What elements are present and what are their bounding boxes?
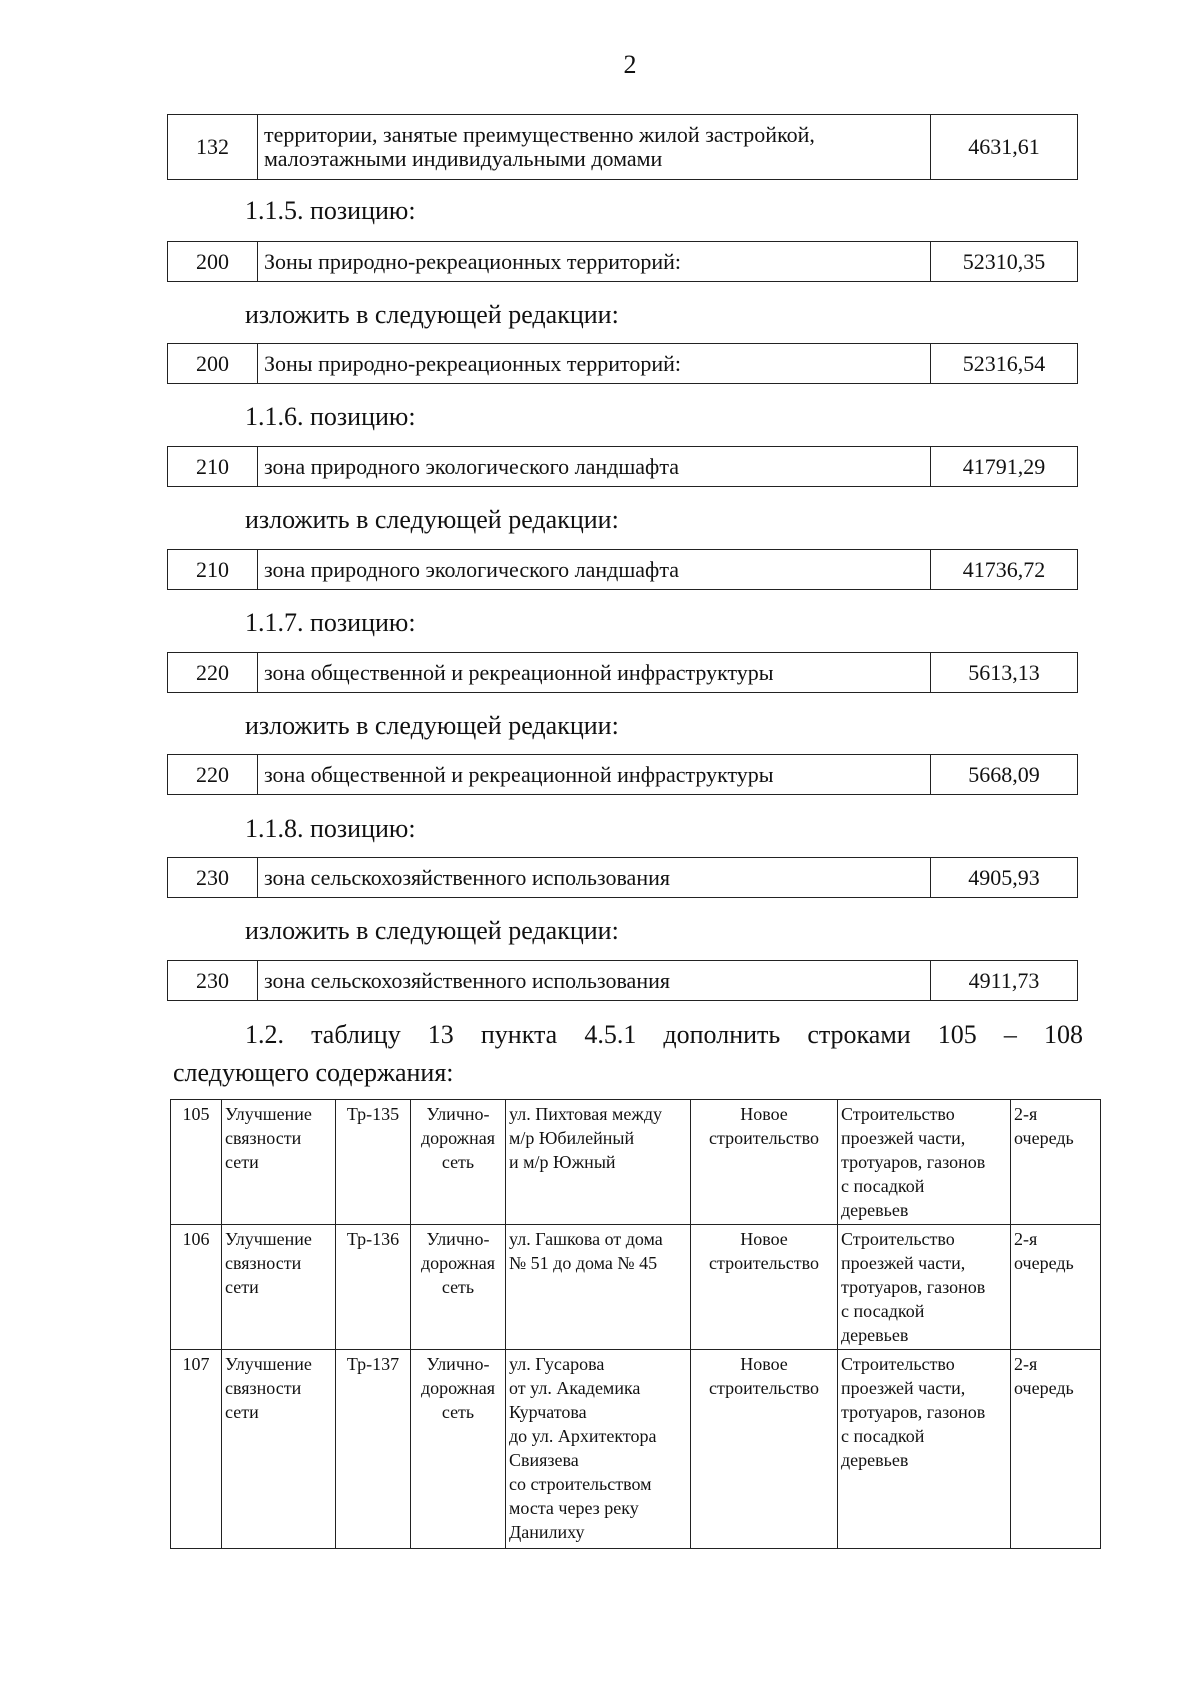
edit-heading: изложить в следующей редакции: (245, 300, 619, 329)
position-code: 210 (168, 447, 258, 487)
row-works: Строительство проезжей части, тротуаров, газонов с посадкой деревьев (838, 1100, 1011, 1225)
row-type: Улично- дорожная сеть (411, 1350, 506, 1549)
position-value: 52310,35 (931, 242, 1078, 282)
row-purpose: Улучшение связности сети (222, 1225, 336, 1350)
position-row-210-new (167, 549, 1078, 590)
position-name: зона сельскохозяйственного использования (258, 961, 931, 1001)
position-name: зона природного экологического ландшафта (258, 550, 931, 590)
row-purpose: Улучшение связности сети (222, 1100, 336, 1225)
row-number: 107 (171, 1350, 222, 1549)
position-row-230-old (167, 857, 1078, 898)
position-code: 220 (168, 653, 258, 693)
row-kind: Новое строительство (691, 1225, 838, 1350)
position-name: зона природного экологического ландшафта (258, 447, 931, 487)
row-kind: Новое строительство (691, 1350, 838, 1549)
paragraph-line-2: следующего содержания: (173, 1058, 454, 1087)
paragraph-line-1: 1.2. таблицу 13 пункта 4.5.1 дополнить строками 105 – 108 (245, 1020, 1083, 1049)
position-name: зона общественной и рекреационной инфраструктуры (258, 653, 931, 693)
edit-heading: изложить в следующей редакции: (245, 916, 619, 945)
edit-heading: изложить в следующей редакции: (245, 711, 619, 740)
position-code: 220 (168, 755, 258, 795)
row-number: 105 (171, 1100, 222, 1225)
table-row (171, 1225, 1101, 1350)
position-code: 210 (168, 550, 258, 590)
position-code: 230 (168, 961, 258, 1001)
edit-heading: изложить в следующей редакции: (245, 505, 619, 534)
row-purpose: Улучшение связности сети (222, 1350, 336, 1549)
position-value: 4905,93 (931, 858, 1078, 898)
position-value: 52316,54 (931, 344, 1078, 384)
row-stage: 2-я очередь (1011, 1100, 1101, 1225)
page-number: 2 (623, 50, 637, 79)
section-heading-1-1-8: 1.1.8. позицию: (245, 814, 416, 843)
row-number: 106 (171, 1225, 222, 1350)
row-type: Улично- дорожная сеть (411, 1225, 506, 1350)
row-location: ул. Пихтовая между м/р Юбилейный и м/р Южный (506, 1100, 691, 1225)
position-row-210-old (167, 446, 1078, 487)
row-stage: 2-я очередь (1011, 1225, 1101, 1350)
position-value: 41736,72 (931, 550, 1078, 590)
position-name: зона сельскохозяйственного использования (258, 858, 931, 898)
row-code: Тр-136 (336, 1225, 411, 1350)
roads-table (170, 1099, 1101, 1549)
section-heading-1-1-6: 1.1.6. позицию: (245, 402, 416, 431)
position-code: 230 (168, 858, 258, 898)
row-location: ул. Гашкова от дома № 51 до дома № 45 (506, 1225, 691, 1350)
section-heading-1-1-5: 1.1.5. позицию: (245, 196, 416, 225)
row-code: Тр-135 (336, 1100, 411, 1225)
position-value: 5668,09 (931, 755, 1078, 795)
row-works: Строительство проезжей части, тротуаров, газонов с посадкой деревьев (838, 1350, 1011, 1549)
position-code: 200 (168, 242, 258, 282)
table-row (171, 1100, 1101, 1225)
position-name: зона общественной и рекреационной инфраструктуры (258, 755, 931, 795)
row-kind: Новое строительство (691, 1100, 838, 1225)
position-row-230-new (167, 960, 1078, 1001)
row-code: Тр-137 (336, 1350, 411, 1549)
position-row-200-old (167, 241, 1078, 282)
position-row-200-new (167, 343, 1078, 384)
row-location: ул. Гусарова от ул. Академика Курчатова до ул. Архитектора Свиязева со строительством моста через реку Данилиху (506, 1350, 691, 1549)
paragraph-1-2 (173, 1016, 1083, 1092)
row-works: Строительство проезжей части, тротуаров, газонов с посадкой деревьев (838, 1225, 1011, 1350)
section-heading-1-1-7: 1.1.7. позицию: (245, 608, 416, 637)
table-row (171, 1350, 1101, 1549)
position-row-220-new (167, 754, 1078, 795)
row-stage: 2-я очередь (1011, 1350, 1101, 1549)
row-type: Улично- дорожная сеть (411, 1100, 506, 1225)
position-name: Зоны природно-рекреационных территорий: (258, 344, 931, 384)
position-value: 41791,29 (931, 447, 1078, 487)
position-name: Зоны природно-рекреационных территорий: (258, 242, 931, 282)
position-value: 5613,13 (931, 653, 1078, 693)
position-value: 4911,73 (931, 961, 1078, 1001)
position-name: территории, занятые преимущественно жилой застройкой, малоэтажными индивидуальными домами (258, 115, 931, 180)
position-code: 200 (168, 344, 258, 384)
position-row-220-old (167, 652, 1078, 693)
position-value: 4631,61 (931, 115, 1078, 180)
position-code: 132 (168, 115, 258, 180)
position-row-132 (167, 114, 1078, 180)
